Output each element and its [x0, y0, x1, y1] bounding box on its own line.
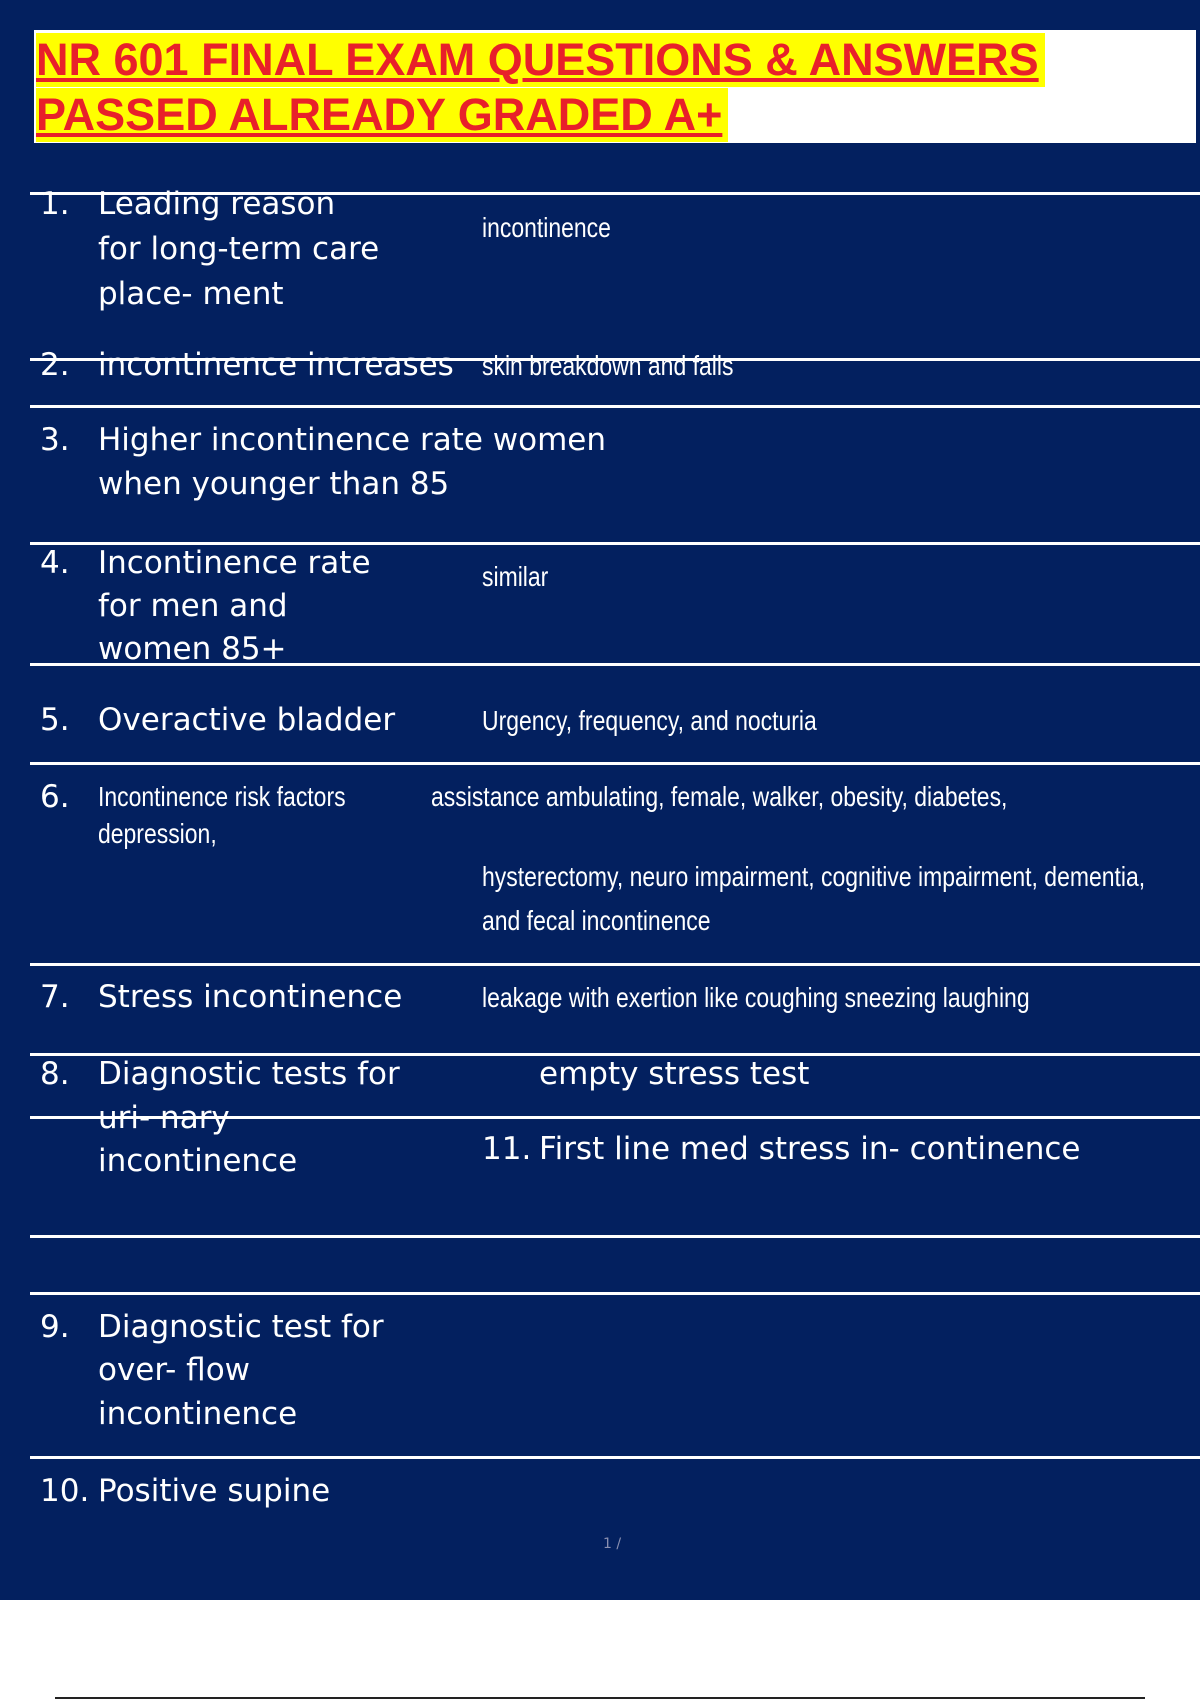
- title-line-2: PASSED ALREADY GRADED A+: [36, 88, 728, 142]
- question-number-4: 4.: [40, 545, 70, 581]
- question-number-5: 5.: [40, 702, 70, 738]
- answer-5: Urgency, frequency, and nocturia: [482, 705, 817, 736]
- question-1-line-3: place- ment: [98, 276, 284, 312]
- question-1-line-1: Leading reason: [98, 186, 336, 222]
- page-number: 1 /: [603, 1536, 622, 1552]
- row-divider: [30, 963, 1200, 966]
- question-6-line-1: Incontinence risk factors: [98, 781, 346, 812]
- question-2-line-1: incontinence increases: [98, 347, 454, 383]
- question-1-line-2: for long-term care: [98, 231, 380, 267]
- question-number-8: 8.: [40, 1056, 70, 1092]
- question-number-1: 1.: [40, 186, 70, 222]
- answer-7: leakage with exertion like coughing sneezing laughing: [482, 982, 1030, 1013]
- footer-divider: [55, 1697, 1145, 1699]
- row-divider: [30, 405, 1200, 408]
- question-9-line-2: over- flow: [98, 1352, 251, 1388]
- answer-4: similar: [482, 561, 549, 592]
- row-divider: [30, 762, 1200, 765]
- question-3-line-1: Higher incontinence rate women: [98, 422, 607, 458]
- question-5-line-1: Overactive bladder: [98, 702, 396, 738]
- question-4-line-1: Incontinence rate: [98, 545, 371, 581]
- answer-2: skin breakdown and falls: [482, 350, 734, 381]
- question-8-line-3: incontinence: [98, 1143, 298, 1179]
- question-6-line-2: depression,: [98, 818, 217, 849]
- question-11-text: First line med stress in- continence: [539, 1131, 1081, 1167]
- question-8-line-2: uri- nary: [98, 1100, 230, 1136]
- question-9-line-3: incontinence: [98, 1396, 298, 1432]
- question-number-9: 9.: [40, 1309, 70, 1345]
- row-divider: [30, 1292, 1200, 1295]
- answer-1: incontinence: [482, 212, 611, 243]
- question-number-7: 7.: [40, 979, 70, 1015]
- answer-6-line-2: hysterectomy, neuro impairment, cognitive impairment, dementia,: [482, 861, 1146, 892]
- question-4-line-3: women 85+: [98, 631, 287, 667]
- question-3-line-2: when younger than 85: [98, 466, 450, 502]
- row-divider: [30, 1456, 1200, 1459]
- question-9-line-1: Diagnostic test for: [98, 1309, 384, 1345]
- title-line-1: NR 601 FINAL EXAM QUESTIONS & ANSWERS: [36, 33, 1045, 87]
- question-number-11: 11.: [482, 1131, 532, 1167]
- question-10-line-1: Positive supine: [98, 1473, 331, 1509]
- question-8-line-1: Diagnostic tests for: [98, 1056, 400, 1092]
- question-number-3: 3.: [40, 422, 70, 458]
- answer-6-line-1: assistance ambulating, female, walker, obesity, diabetes,: [431, 781, 1008, 812]
- question-7-line-1: Stress incontinence: [98, 979, 403, 1015]
- question-number-10: 10.: [40, 1473, 90, 1509]
- question-number-2: 2.: [40, 347, 70, 383]
- answer-8: empty stress test: [539, 1056, 810, 1092]
- question-4-line-2: for men and: [98, 588, 288, 624]
- row-divider: [30, 1235, 1200, 1238]
- answer-6-line-3: and fecal incontinence: [482, 905, 711, 936]
- question-number-6: 6.: [40, 779, 70, 815]
